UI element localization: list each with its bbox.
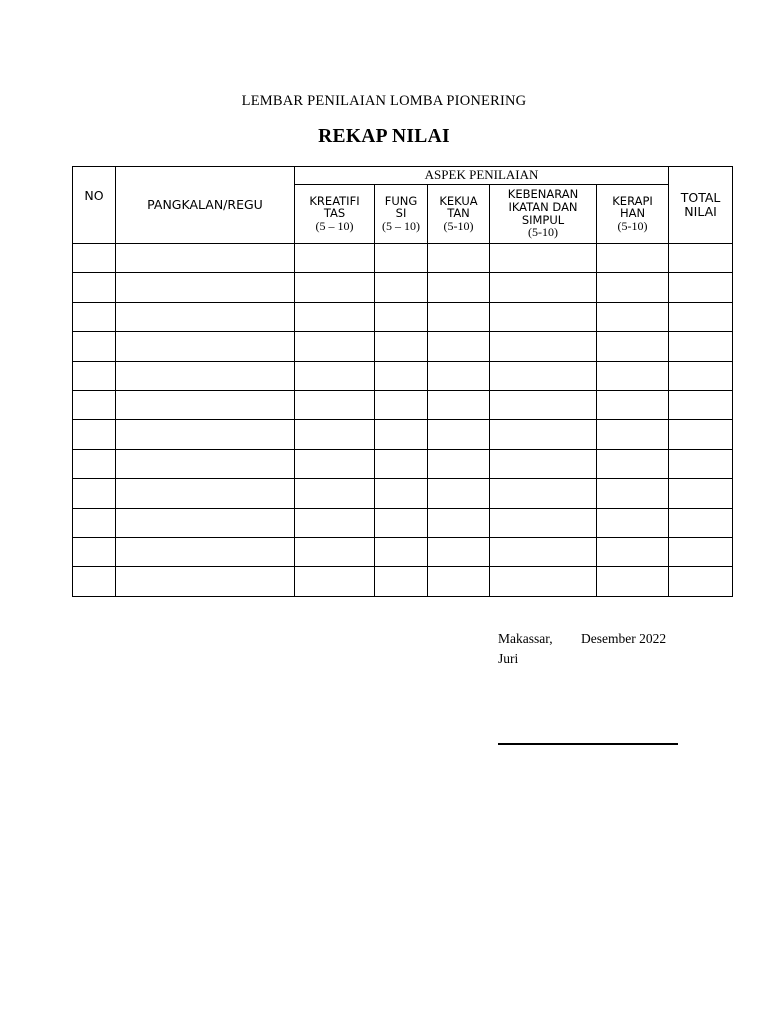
cell-kebenaran-ikatan — [490, 361, 597, 390]
cell-no — [73, 479, 116, 508]
cell-kekuatan — [428, 390, 490, 419]
signature-date: Desember 2022 — [581, 631, 667, 646]
document-title: REKAP NILAI — [318, 126, 450, 147]
cell-kerapihan — [597, 390, 669, 419]
cell-kreatifitas — [295, 332, 375, 361]
header-kebenaran-line2: IKATAN DAN — [508, 200, 578, 215]
cell-no — [73, 390, 116, 419]
cell-pangkalan — [116, 302, 295, 331]
header-kebenaran-line1: KEBENARAN — [507, 187, 579, 202]
table-row — [73, 508, 733, 537]
cell-kebenaran-ikatan — [490, 302, 597, 331]
header-fungsi — [375, 185, 428, 244]
cell-pangkalan — [116, 479, 295, 508]
table-row — [73, 420, 733, 449]
table-row — [73, 332, 733, 361]
header-kebenaran-line3: SIMPUL — [521, 212, 565, 227]
header-fungsi-line1: FUNG — [384, 193, 418, 208]
cell-pangkalan — [116, 537, 295, 566]
header-kerapihan-line1: KERAPI — [612, 193, 653, 208]
header-kekuatan-range: (5-10) — [443, 219, 474, 234]
header-total-line1: TOTAL — [680, 190, 721, 206]
cell-total-nilai — [669, 361, 733, 390]
cell-kreatifitas — [295, 479, 375, 508]
cell-total-nilai — [669, 420, 733, 449]
cell-fungsi — [375, 244, 428, 273]
header-kerapihan-range: (5-10) — [617, 219, 648, 234]
cell-kekuatan — [428, 449, 490, 478]
cell-kerapihan — [597, 479, 669, 508]
cell-total-nilai — [669, 449, 733, 478]
cell-no — [73, 302, 116, 331]
cell-kebenaran-ikatan — [490, 273, 597, 302]
cell-fungsi — [375, 508, 428, 537]
header-kekuatan-line1: KEKUA — [439, 193, 478, 208]
recap-table-body — [73, 244, 733, 597]
header-pangkalan-label: PANGKALAN/REGU — [147, 197, 263, 213]
header-pangkalan — [116, 167, 295, 244]
cell-kreatifitas — [295, 361, 375, 390]
cell-kekuatan — [428, 508, 490, 537]
cell-total-nilai — [669, 244, 733, 273]
cell-fungsi — [375, 302, 428, 331]
cell-total-nilai — [669, 508, 733, 537]
cell-kebenaran-ikatan — [490, 567, 597, 596]
cell-kerapihan — [597, 361, 669, 390]
header-kreatifitas-range: (5 – 10) — [315, 219, 354, 234]
cell-kebenaran-ikatan — [490, 390, 597, 419]
cell-kebenaran-ikatan — [490, 332, 597, 361]
cell-fungsi — [375, 420, 428, 449]
cell-fungsi — [375, 449, 428, 478]
cell-kerapihan — [597, 537, 669, 566]
table-row — [73, 390, 733, 419]
header-kreatifitas-line2: TAS — [323, 206, 346, 221]
cell-kerapihan — [597, 508, 669, 537]
cell-pangkalan — [116, 567, 295, 596]
cell-kekuatan — [428, 537, 490, 566]
cell-fungsi — [375, 537, 428, 566]
cell-total-nilai — [669, 302, 733, 331]
header-kebenaran-range: (5-10) — [528, 225, 558, 240]
cell-total-nilai — [669, 537, 733, 566]
header-no — [73, 167, 116, 244]
cell-kreatifitas — [295, 537, 375, 566]
header-aspek-penilaian: ASPEK PENILAIAN — [295, 167, 669, 185]
cell-kebenaran-ikatan — [490, 537, 597, 566]
cell-kekuatan — [428, 361, 490, 390]
cell-kekuatan — [428, 273, 490, 302]
cell-total-nilai — [669, 567, 733, 596]
cell-no — [73, 273, 116, 302]
signature-place: Makassar, — [498, 631, 553, 646]
document-subtitle: LEMBAR PENILAIAN LOMBA PIONERING — [241, 93, 527, 109]
cell-no — [73, 361, 116, 390]
header-kerapihan — [597, 185, 669, 244]
cell-kreatifitas — [295, 244, 375, 273]
header-no-label: NO — [84, 188, 104, 204]
cell-kreatifitas — [295, 508, 375, 537]
cell-kebenaran-ikatan — [490, 244, 597, 273]
cell-kerapihan — [597, 332, 669, 361]
cell-kreatifitas — [295, 449, 375, 478]
cell-pangkalan — [116, 420, 295, 449]
table-row — [73, 244, 733, 273]
cell-pangkalan — [116, 332, 295, 361]
cell-kreatifitas — [295, 390, 375, 419]
cell-kreatifitas — [295, 567, 375, 596]
cell-no — [73, 449, 116, 478]
cell-kreatifitas — [295, 273, 375, 302]
recap-table — [72, 166, 733, 597]
header-kerapihan-line2: HAN — [619, 206, 646, 221]
header-kreatifitas-line1: KREATIFI — [309, 193, 360, 208]
cell-no — [73, 567, 116, 596]
table-row — [73, 537, 733, 566]
cell-kebenaran-ikatan — [490, 420, 597, 449]
cell-kerapihan — [597, 567, 669, 596]
header-kreatifitas — [295, 185, 375, 244]
table-row — [73, 567, 733, 596]
cell-pangkalan — [116, 508, 295, 537]
cell-kebenaran-ikatan — [490, 479, 597, 508]
cell-kekuatan — [428, 479, 490, 508]
signature-place-date — [498, 631, 667, 647]
cell-pangkalan — [116, 273, 295, 302]
table-row — [73, 302, 733, 331]
cell-pangkalan — [116, 361, 295, 390]
cell-pangkalan — [116, 244, 295, 273]
cell-fungsi — [375, 479, 428, 508]
cell-kreatifitas — [295, 420, 375, 449]
cell-kebenaran-ikatan — [490, 449, 597, 478]
header-kekuatan-line2: TAN — [447, 206, 470, 221]
signature-line — [498, 743, 678, 745]
header-total-line2: NILAI — [684, 204, 717, 219]
header-fungsi-line2: SI — [395, 206, 407, 221]
cell-kreatifitas — [295, 302, 375, 331]
header-fungsi-range: (5 – 10) — [382, 219, 420, 234]
header-kekuatan — [428, 185, 490, 244]
cell-kerapihan — [597, 302, 669, 331]
cell-no — [73, 332, 116, 361]
table-row — [73, 361, 733, 390]
cell-total-nilai — [669, 390, 733, 419]
cell-kerapihan — [597, 449, 669, 478]
header-total-nilai — [669, 167, 733, 244]
cell-kekuatan — [428, 567, 490, 596]
cell-pangkalan — [116, 390, 295, 419]
header-kebenaran-ikatan — [490, 185, 597, 244]
cell-no — [73, 244, 116, 273]
cell-kebenaran-ikatan — [490, 508, 597, 537]
cell-fungsi — [375, 273, 428, 302]
cell-fungsi — [375, 332, 428, 361]
cell-fungsi — [375, 567, 428, 596]
cell-kekuatan — [428, 332, 490, 361]
cell-total-nilai — [669, 479, 733, 508]
cell-fungsi — [375, 390, 428, 419]
cell-total-nilai — [669, 332, 733, 361]
table-row — [73, 273, 733, 302]
cell-kekuatan — [428, 302, 490, 331]
table-row — [73, 479, 733, 508]
signature-role: Juri — [498, 651, 519, 666]
cell-no — [73, 420, 116, 449]
cell-kekuatan — [428, 420, 490, 449]
cell-kerapihan — [597, 273, 669, 302]
table-row — [73, 449, 733, 478]
cell-fungsi — [375, 361, 428, 390]
cell-pangkalan — [116, 449, 295, 478]
cell-total-nilai — [669, 273, 733, 302]
cell-kerapihan — [597, 420, 669, 449]
cell-kekuatan — [428, 244, 490, 273]
cell-no — [73, 508, 116, 537]
cell-no — [73, 537, 116, 566]
cell-kerapihan — [597, 244, 669, 273]
